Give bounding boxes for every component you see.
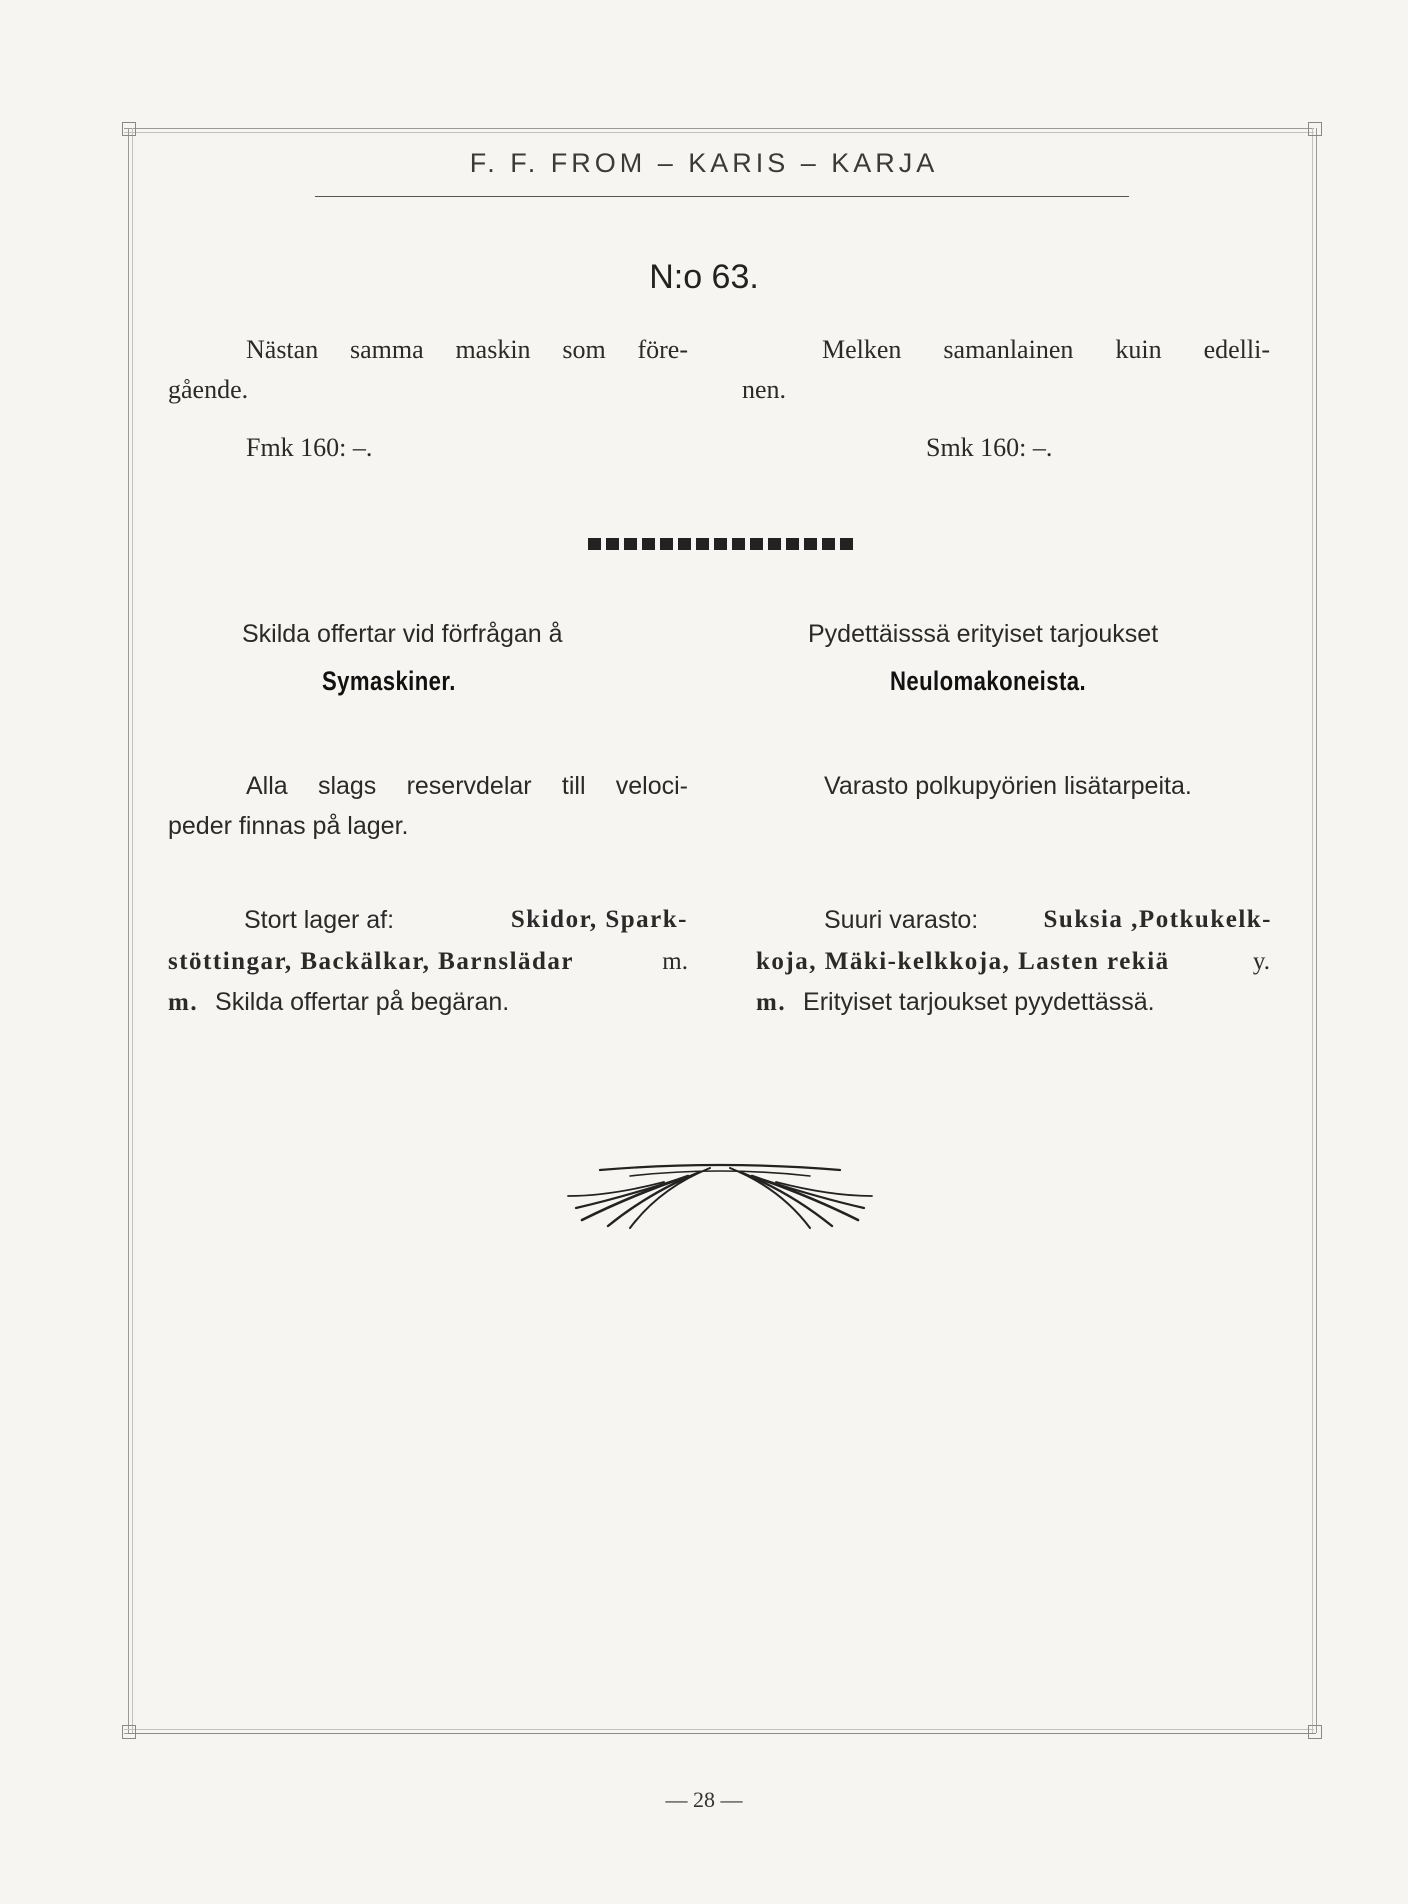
winter-sv-line3 [168, 982, 509, 1023]
frame-corner-top-left [122, 122, 136, 136]
product-price-sv: Fmk 160: –. [246, 433, 373, 462]
divider-square [768, 538, 781, 550]
product-description-fi-line1: Melken samanlainen kuin edelli- [822, 335, 1270, 364]
product-description-fi-line2: nen. [742, 375, 787, 404]
frame-corner-bottom-left [122, 1725, 136, 1739]
winter-sv-lead: m. [168, 989, 199, 1016]
divider-square [750, 538, 763, 550]
product-description-sv-line2: gående. [168, 375, 249, 404]
frame-top-line-inner [124, 132, 1314, 133]
flourish-svg [560, 1158, 880, 1242]
footer-rule [128, 1733, 1316, 1734]
section-divider [588, 538, 853, 550]
winter-fi-items-2: koja, Mäki-kelkkoja, Lasten rekiä [756, 948, 1170, 975]
divider-square [606, 538, 619, 550]
frame-right-line-inner [1312, 128, 1313, 1733]
parts-fi-line1: Varasto polkupyörien lisätarpeita. [824, 772, 1192, 800]
divider-square [840, 538, 853, 550]
winter-sv-line1 [244, 900, 688, 940]
offer-item-fi: Neulomakoneista. [890, 666, 1087, 696]
winter-sv-items-2: stöttingar, Backälkar, Barnslädar [168, 948, 575, 975]
divider-square [642, 538, 655, 550]
offer-intro-sv: Skilda offertar vid förfrågan å [242, 620, 563, 648]
decorative-flourish-ornament [560, 1158, 880, 1247]
winter-sv-intro: Stort lager af: [244, 906, 395, 934]
winter-fi-items-1: Suksia ,Potkukelk- [1043, 906, 1272, 933]
divider-square [786, 538, 799, 550]
winter-fi-line3 [756, 982, 1155, 1023]
divider-square [804, 538, 817, 550]
divider-square [714, 538, 727, 550]
divider-square [732, 538, 745, 550]
frame-left-line-inner [132, 128, 133, 1733]
header-rule [315, 196, 1129, 197]
frame-left-line [128, 128, 129, 1733]
winter-fi-lead: m. [756, 989, 787, 1016]
winter-sv-tail: m. [662, 948, 688, 975]
frame-top-line [124, 128, 1314, 129]
frame-right-line [1316, 128, 1317, 1733]
product-price-fi: Smk 160: –. [926, 433, 1053, 462]
divider-square [588, 538, 601, 550]
divider-square [678, 538, 691, 550]
model-number: N:o 63. [649, 258, 759, 296]
winter-fi-line2 [756, 942, 1270, 982]
offer-item-sv: Symaskiner. [322, 666, 456, 696]
frame-corner-bottom-right [1308, 1725, 1322, 1739]
parts-sv-line2: peder finnas på lager. [168, 812, 409, 840]
offer-intro-fi: Pydettäisssä erityiset tarjoukset [808, 620, 1159, 648]
winter-fi-line1 [824, 900, 1272, 940]
divider-square [624, 538, 637, 550]
divider-square [822, 538, 835, 550]
parts-sv-line1: Alla slags reservdelar till veloci- [246, 772, 688, 800]
winter-fi-offer: Erityiset tarjoukset pyydettässä. [803, 988, 1155, 1016]
winter-sv-line2 [168, 942, 688, 982]
winter-fi-intro: Suuri varasto: [824, 906, 979, 934]
frame-corner-top-right [1308, 122, 1322, 136]
frame-bottom-line-inner [124, 1729, 1314, 1730]
winter-sv-items-1: Skidor, Spark- [510, 906, 688, 933]
divider-square [660, 538, 673, 550]
winter-sv-offer: Skilda offertar på begäran. [215, 988, 510, 1016]
page-header-title: F. F. FROM – KARIS – KARJA [469, 148, 939, 178]
page-number: — 28 — [665, 1787, 743, 1812]
winter-fi-tail: y. [1252, 948, 1270, 975]
product-description-sv-line1: Nästan samma maskin som före- [246, 335, 688, 364]
divider-square [696, 538, 709, 550]
